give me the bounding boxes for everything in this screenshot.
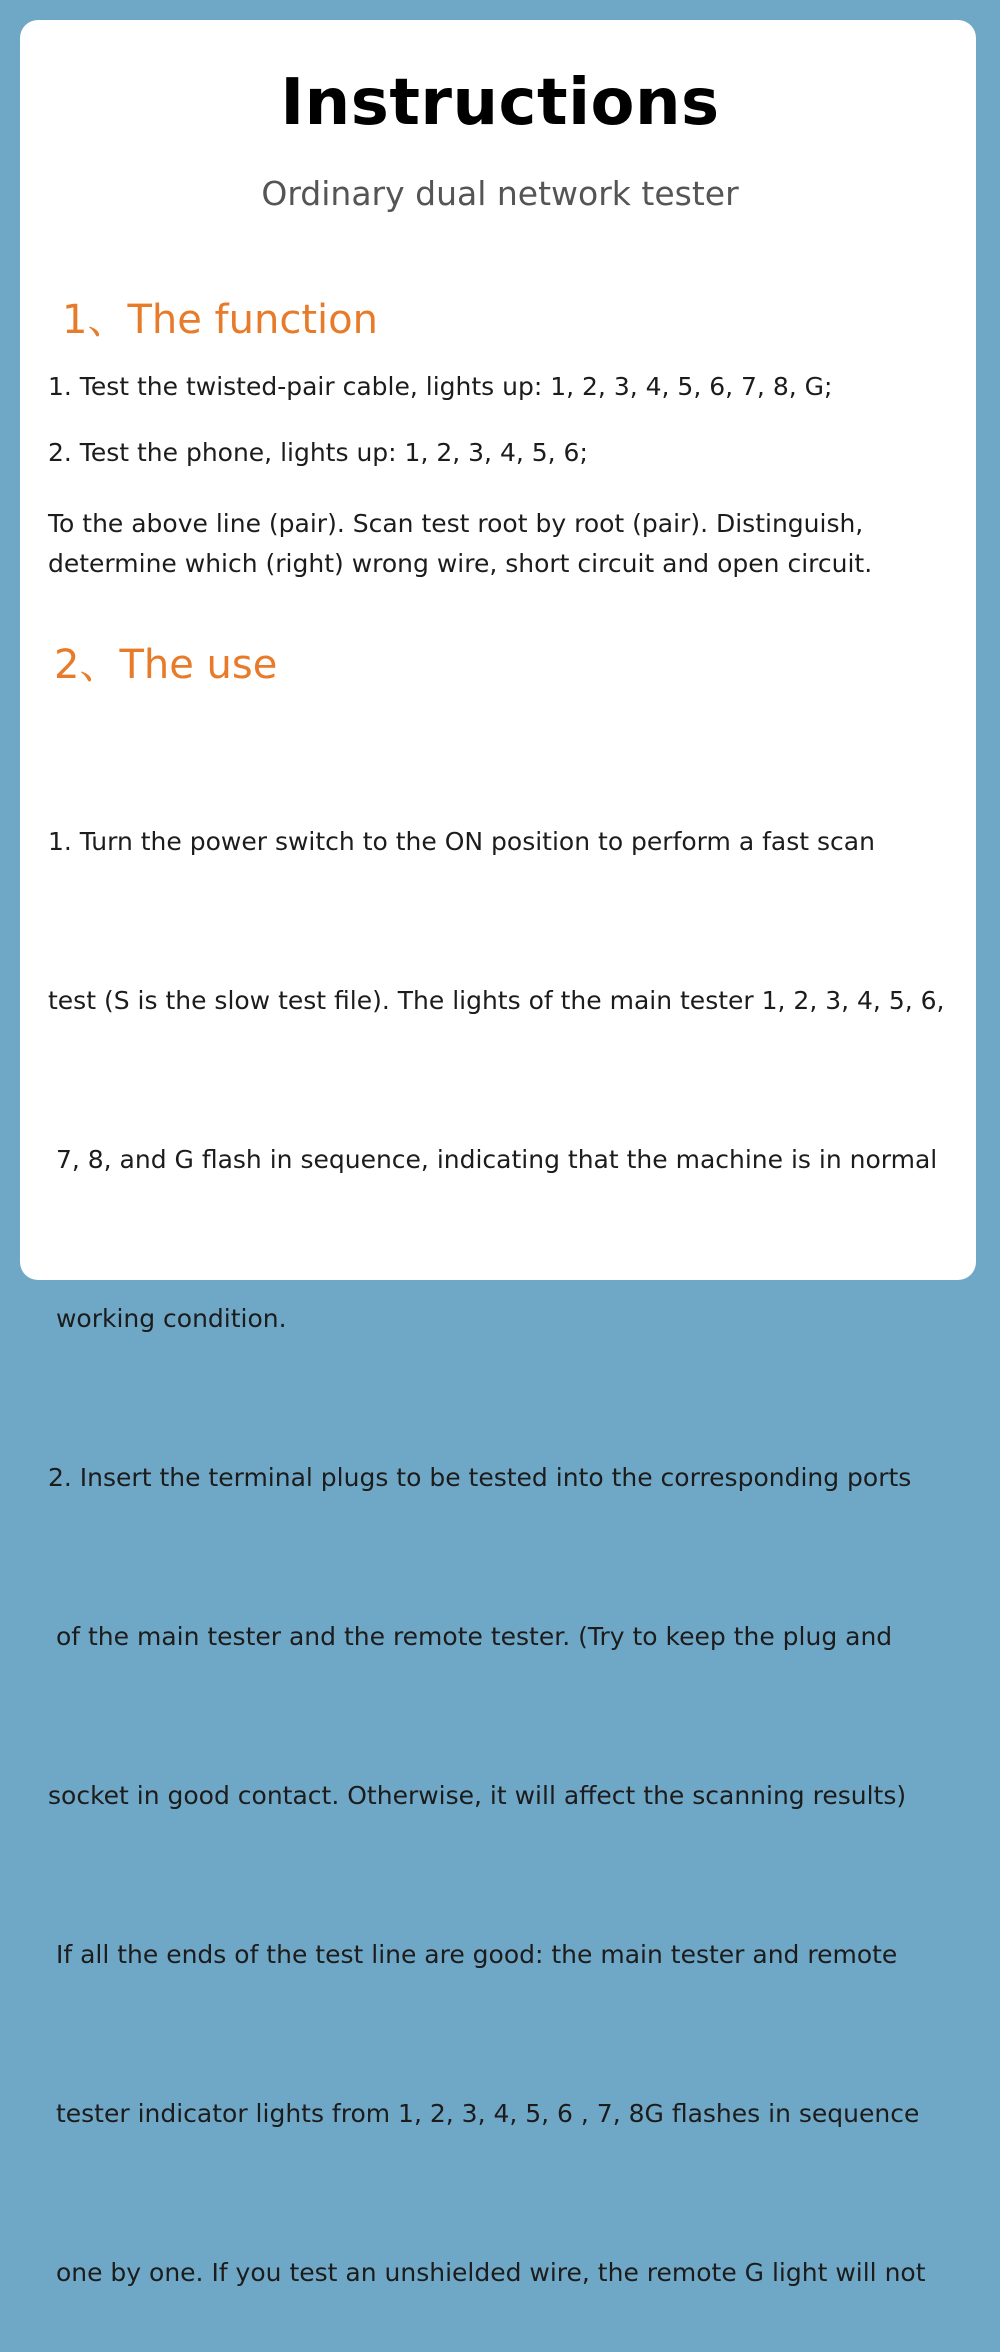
use-line: one by one. If you test an unshielded wire, the remote G light will not: [48, 2258, 926, 2287]
use-line: 1. Turn the power switch to the ON position to perform a fast scan: [48, 827, 875, 856]
use-line: test (S is the slow test file). The lights of the main tester 1, 2, 3, 4, 5, 6,: [48, 986, 945, 1015]
page-title: Instructions: [280, 66, 720, 140]
use-line: working condition.: [48, 1304, 287, 1333]
function-item-2: 2. Test the phone, lights up: 1, 2, 3, 4, 5, 6;: [48, 438, 588, 467]
use-line: 7, 8, and G flash in sequence, indicating that the machine is in normal: [48, 1145, 938, 1174]
use-line: tester indicator lights from 1, 2, 3, 4, 5, 6 , 7, 8G flashes in sequence: [48, 2099, 920, 2128]
use-line: 2. Insert the terminal plugs to be tested into the corresponding ports: [48, 1463, 912, 1492]
section-heading-use: 2、The use: [54, 642, 278, 688]
function-note-line: determine which (right) wrong wire, short circuit and open circuit.: [48, 549, 873, 578]
function-note: [48, 504, 872, 584]
page-subtitle: Ordinary dual network tester: [261, 174, 739, 213]
use-instructions: [48, 709, 944, 2352]
use-line: socket in good contact. Otherwise, it will affect the scanning results): [48, 1781, 907, 1810]
use-line: of the main tester and the remote tester. (Try to keep the plug and: [48, 1622, 893, 1651]
function-note-line: To the above line (pair). Scan test root by root (pair). Distinguish,: [48, 509, 864, 538]
section-heading-function: 1、The function: [62, 297, 378, 343]
function-item-1: 1. Test the twisted-pair cable, lights up: 1, 2, 3, 4, 5, 6, 7, 8, G;: [48, 372, 833, 401]
use-line: If all the ends of the test line are good: the main tester and remote: [48, 1940, 898, 1969]
